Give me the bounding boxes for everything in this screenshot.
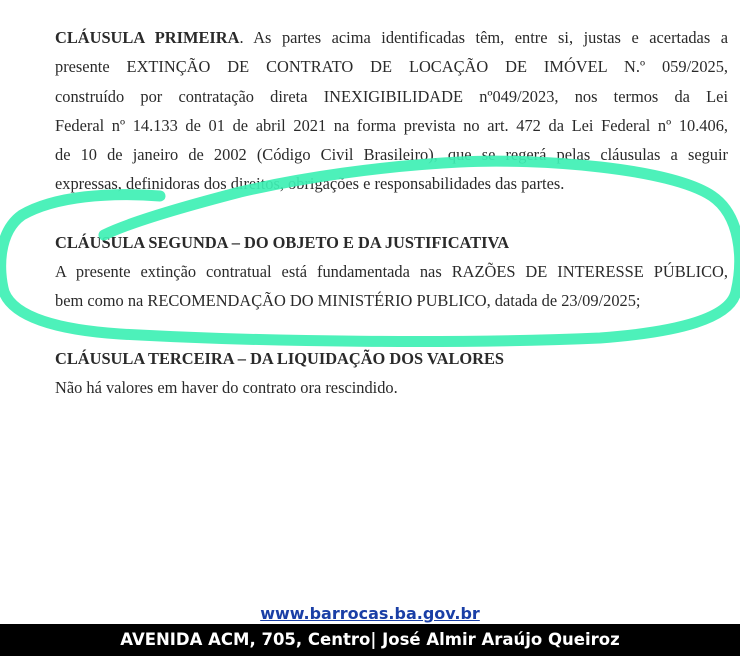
footer-address: AVENIDA ACM, 705, Centro| José Almir Araújo Queiroz (120, 630, 620, 649)
clausula-segunda-heading: CLÁUSULA SEGUNDA – DO OBJETO E DA JUSTIFICATIVA (55, 233, 510, 252)
clausula-terceira-heading: CLÁUSULA TERCEIRA – DA LIQUIDAÇÃO DOS VALORES (55, 349, 505, 368)
clausula-primeira-line-5: de 10 de janeiro de 2002 (Código Civil Brasileiro), que se regerá pelas cláusulas a seguir (55, 145, 728, 164)
website-link[interactable]: www.barrocas.ba.gov.br (260, 604, 480, 623)
clausula-segunda-line-2: bem como na RECOMENDAÇÃO DO MINISTÉRIO PUBLICO, datada de 23/09/2025; (55, 291, 641, 310)
clausula-primeira-line-2: presente EXTINÇÃO DE CONTRATO DE LOCAÇÃO DE IMÓVEL N.º 059/2025, (55, 57, 728, 76)
clausula-segunda-line-1: A presente extinção contratual está fundamentada nas RAZÕES DE INTERESSE PÚBLICO, (55, 262, 728, 281)
footer-bar (0, 624, 740, 656)
clausula-primeira-heading: CLÁUSULA PRIMEIRA (55, 28, 240, 47)
clausula-terceira-line-1: Não há valores em haver do contrato ora rescindido. (55, 378, 398, 397)
clausula-primeira-line-3: construído por contratação direta INEXIGIBILIDADE nº049/2023, nos termos da Lei (55, 87, 728, 106)
clausula-primeira-line-1 (55, 28, 728, 48)
clausula-primeira-text: . As partes acima identificadas têm, entre si, justas e acertadas a (239, 28, 729, 47)
clausula-primeira-line-4: Federal nº 14.133 de 01 de abril 2021 na forma prevista no art. 472 da Lei Federal nº 10.406, (55, 116, 728, 135)
clausula-primeira-line-6: expressas, definidoras dos direitos, obrigações e responsabilidades das partes. (55, 174, 565, 193)
